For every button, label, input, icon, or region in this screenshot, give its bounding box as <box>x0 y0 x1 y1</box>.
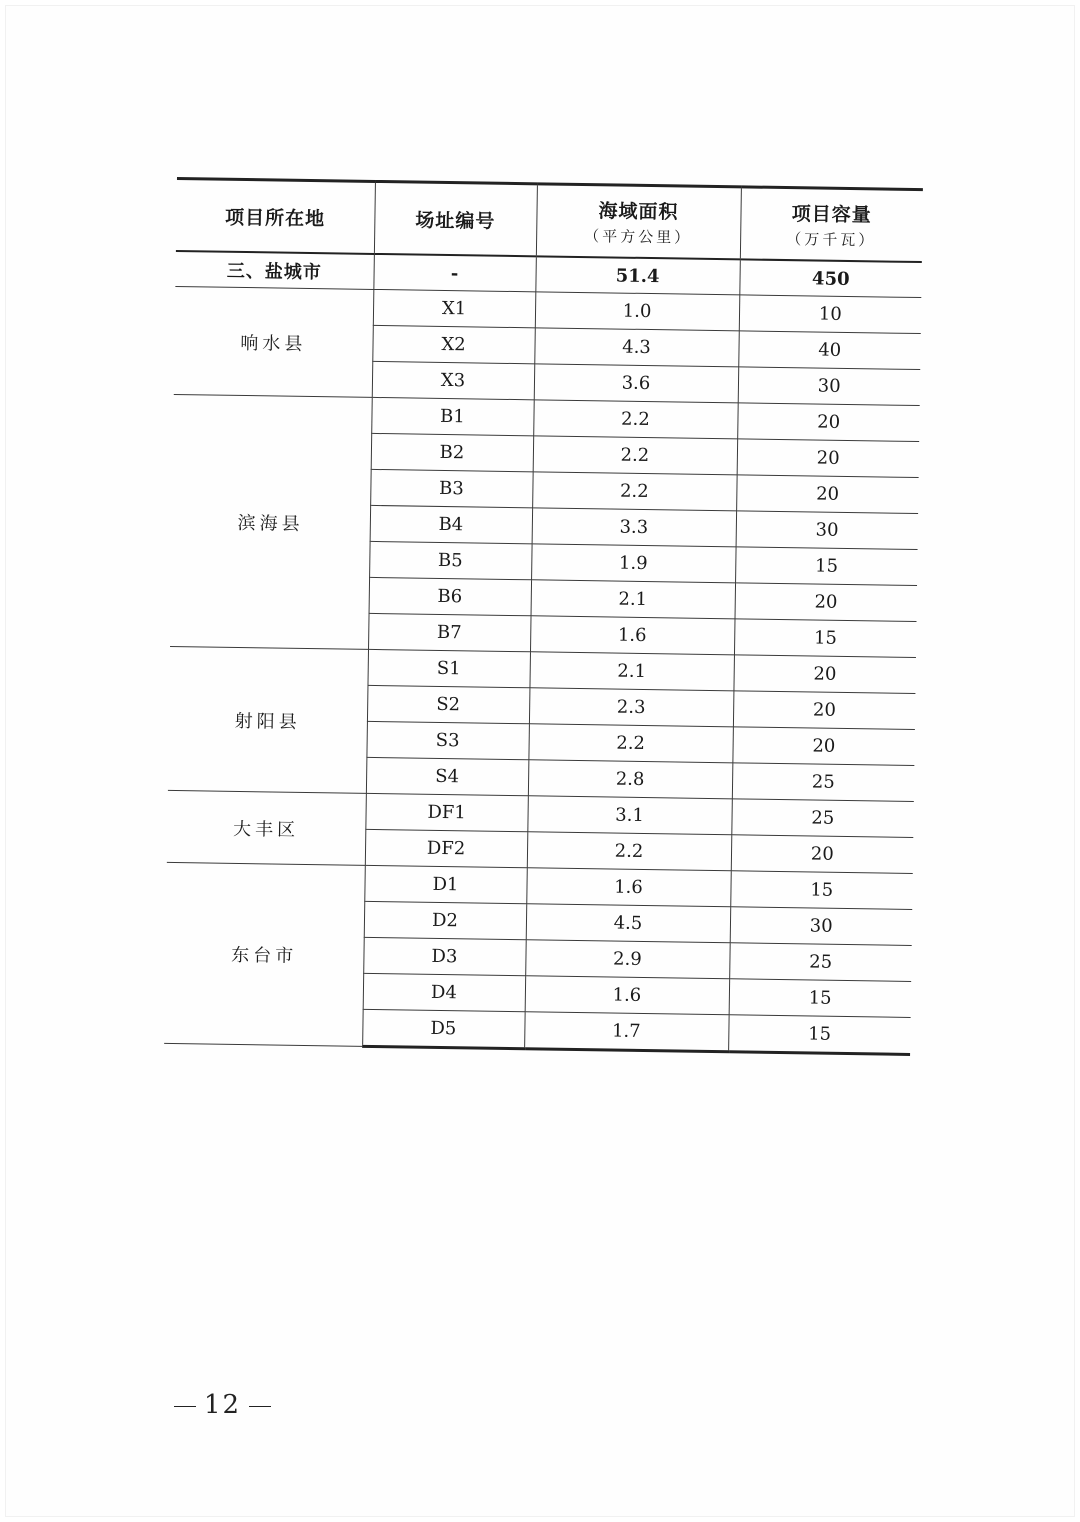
table-header-row <box>176 178 923 262</box>
site-id-cell: B2 <box>371 433 534 471</box>
capacity-cell: 15 <box>735 547 918 586</box>
capacity-cell: 25 <box>732 763 915 802</box>
capacity-cell: 20 <box>736 475 919 514</box>
area-cell: 1.0 <box>535 292 740 331</box>
location-cell: 射阳县 <box>168 646 368 793</box>
capacity-cell: 30 <box>736 511 919 550</box>
capacity-cell: 40 <box>738 331 921 370</box>
page-number-dash-right <box>249 1406 271 1407</box>
header-area-unit: （平方公里） <box>584 227 693 247</box>
area-cell: 3.6 <box>534 364 739 403</box>
area-cell: 2.2 <box>528 724 733 763</box>
area-cell: 1.9 <box>531 544 736 583</box>
header-capacity <box>740 187 923 262</box>
total-capacity: 450 <box>739 259 922 297</box>
site-id-cell: DF1 <box>365 793 528 831</box>
total-location: 三、盐城市 <box>175 251 374 289</box>
capacity-cell: 15 <box>734 619 917 658</box>
capacity-cell: 15 <box>730 871 913 910</box>
location-cell: 滨海县 <box>170 394 372 649</box>
site-id-cell: X1 <box>373 289 536 327</box>
total-area: 51.4 <box>535 256 740 295</box>
site-id-cell: S2 <box>367 685 530 723</box>
capacity-cell: 30 <box>738 367 921 406</box>
capacity-cell: 25 <box>731 799 914 838</box>
header-site-id <box>374 181 537 256</box>
capacity-cell: 20 <box>733 691 916 730</box>
location-cell: 东台市 <box>164 862 365 1046</box>
site-id-cell: B7 <box>368 613 531 651</box>
location-cell: 大丰区 <box>167 790 366 865</box>
header-capacity-unit: （万千瓦） <box>786 230 877 250</box>
site-id-cell: B1 <box>371 397 534 435</box>
site-id-cell: D4 <box>363 973 526 1011</box>
site-id-cell: D5 <box>362 1009 525 1048</box>
area-cell: 2.9 <box>525 940 730 979</box>
offshore-wind-site-table-wrapper <box>164 177 923 1056</box>
area-cell: 2.2 <box>533 400 738 439</box>
capacity-cell: 20 <box>732 727 915 766</box>
page-number-value: 12 <box>204 1390 242 1420</box>
site-id-cell: B5 <box>369 541 532 579</box>
capacity-cell: 30 <box>730 907 913 946</box>
page-number <box>166 1390 279 1420</box>
offshore-wind-site-table <box>164 177 923 1056</box>
area-cell: 1.6 <box>526 868 731 907</box>
area-cell: 3.3 <box>532 508 737 547</box>
header-area-label: 海域面积 <box>598 200 679 224</box>
header-location-label: 项目所在地 <box>224 206 326 230</box>
site-id-cell: D1 <box>364 865 527 903</box>
area-cell: 2.2 <box>532 472 737 511</box>
site-id-cell: B6 <box>369 577 532 615</box>
table-body <box>164 251 922 1054</box>
area-cell: 2.3 <box>529 688 734 727</box>
capacity-cell: 25 <box>729 943 912 982</box>
area-cell: 2.2 <box>533 436 738 475</box>
capacity-cell: 20 <box>733 655 916 694</box>
area-cell: 2.8 <box>528 760 733 799</box>
location-cell: 响水县 <box>174 286 374 397</box>
area-cell: 2.2 <box>527 832 732 871</box>
site-id-cell: DF2 <box>365 829 528 867</box>
capacity-cell: 10 <box>739 295 922 334</box>
capacity-cell: 20 <box>735 583 918 622</box>
header-location <box>176 178 375 253</box>
site-id-cell: X2 <box>372 325 535 363</box>
area-cell: 2.1 <box>531 580 736 619</box>
capacity-cell: 20 <box>737 403 920 442</box>
site-id-cell: S4 <box>366 757 529 795</box>
area-cell: 1.6 <box>525 976 730 1015</box>
capacity-cell: 20 <box>731 835 914 874</box>
area-cell: 2.1 <box>529 652 734 691</box>
area-cell: 1.7 <box>524 1012 729 1052</box>
capacity-cell: 15 <box>729 979 912 1018</box>
header-site-id-label: 场址编号 <box>415 209 496 233</box>
area-cell: 1.6 <box>530 616 735 655</box>
page-number-dash-left <box>174 1406 196 1407</box>
site-id-cell: S1 <box>367 649 530 687</box>
site-id-cell: B3 <box>370 469 533 507</box>
area-cell: 3.1 <box>527 796 732 835</box>
site-id-cell: D3 <box>363 937 526 975</box>
capacity-cell: 20 <box>737 439 920 478</box>
document-page <box>6 6 1074 1516</box>
site-id-cell: S3 <box>366 721 529 759</box>
site-id-cell: D2 <box>364 901 527 939</box>
capacity-cell: 15 <box>728 1015 911 1055</box>
site-id-cell: X3 <box>372 361 535 399</box>
header-capacity-label: 项目容量 <box>791 203 872 227</box>
area-cell: 4.5 <box>526 904 731 943</box>
area-cell: 4.3 <box>534 328 739 367</box>
site-id-cell: B4 <box>370 505 533 543</box>
total-site-id: - <box>373 254 536 292</box>
header-area <box>536 184 741 260</box>
